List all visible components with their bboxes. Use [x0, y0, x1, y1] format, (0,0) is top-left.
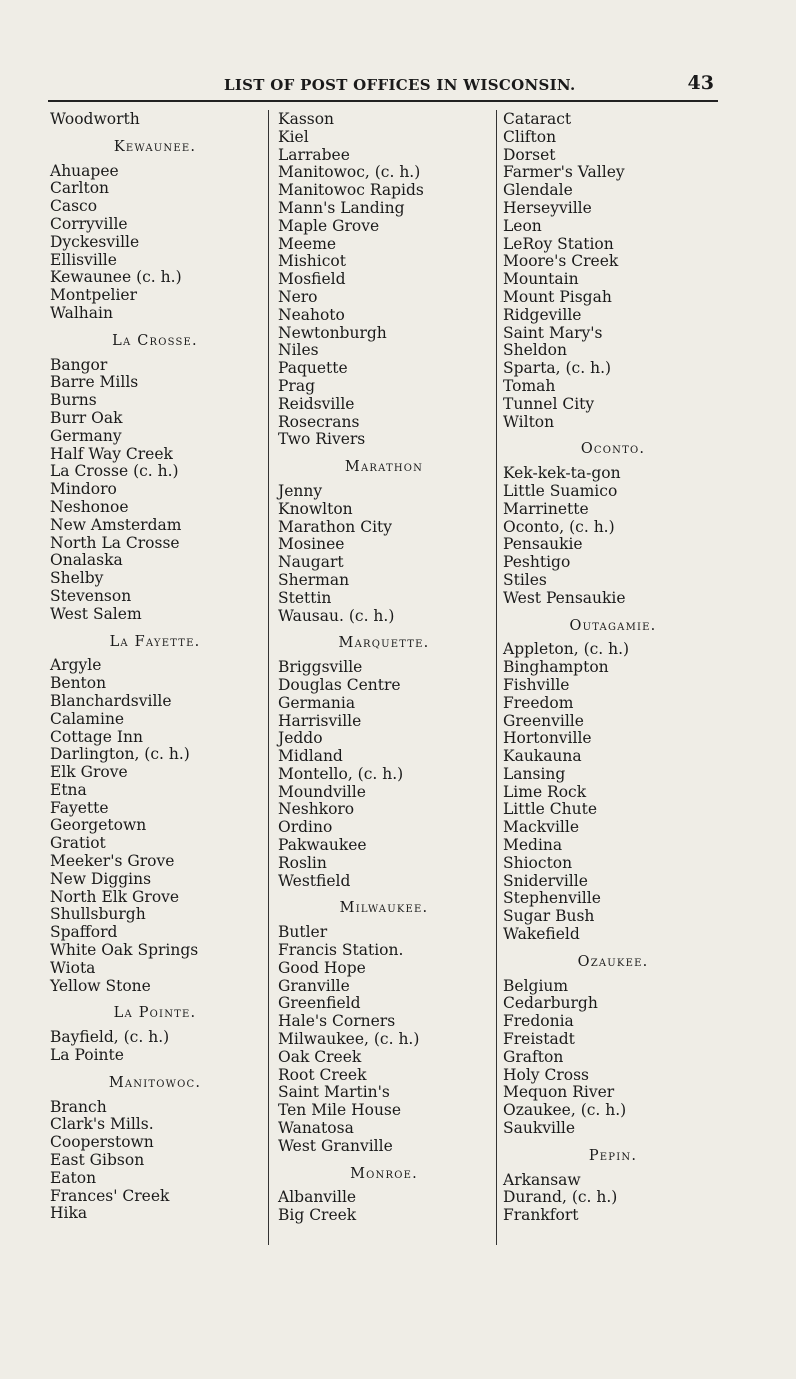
- post-office-entry: Hika: [50, 1204, 88, 1223]
- county-heading: Manitowoc.: [108, 1074, 202, 1091]
- post-office-entry: Medina: [503, 836, 563, 855]
- post-office-entry: Yellow Stone: [50, 976, 151, 995]
- post-office-entry: Ellisville: [50, 250, 117, 269]
- post-office-entry: Mosinee: [278, 535, 345, 554]
- post-office-entry: Barre Mills: [50, 373, 139, 392]
- post-office-entry: Woodworth: [50, 110, 140, 128]
- post-office-entry: Westfield: [278, 871, 351, 890]
- post-office-entry: Eaton: [50, 1168, 97, 1187]
- post-office-entry: Marrinette: [503, 499, 589, 518]
- post-office-entry: Sherman: [278, 570, 350, 589]
- post-office-entry: Argyle: [50, 656, 102, 675]
- post-office-entry: Georgetown: [50, 816, 147, 835]
- post-office-entry: Newtonburgh: [278, 323, 387, 342]
- post-office-entry: Sniderville: [503, 871, 588, 890]
- post-office-entry: Wiota: [50, 958, 96, 977]
- post-office-entry: Saukville: [503, 1119, 576, 1138]
- post-office-entry: Pakwaukee: [278, 836, 367, 855]
- post-office-entry: Mackville: [503, 818, 579, 837]
- page-number: 43: [687, 72, 714, 94]
- post-office-entry: Cottage Inn: [50, 727, 143, 746]
- post-office-entry: Wilton: [503, 412, 555, 431]
- post-office-entry: Sugar Bush: [503, 907, 595, 926]
- post-office-entry: Shullsburgh: [50, 905, 146, 924]
- post-office-entry: North La Crosse: [50, 533, 180, 552]
- post-office-entry: Stephenville: [503, 889, 601, 908]
- post-office-entry: Holy Cross: [503, 1065, 589, 1084]
- county-heading: Marquette.: [338, 635, 430, 652]
- post-office-entry: Hale's Corners: [278, 1012, 396, 1031]
- post-office-column-3: [503, 111, 723, 1225]
- post-office-entry: Darlington, (c. h.): [50, 745, 190, 764]
- post-office-entry: Granville: [278, 976, 350, 995]
- post-office-entry: Albanville: [278, 1188, 357, 1207]
- post-office-entry: Blanchardsville: [50, 691, 172, 710]
- post-office-entry: Moundville: [278, 782, 366, 801]
- post-office-entry: Cedarburgh: [503, 994, 598, 1013]
- post-office-entry: Milwaukee, (c. h.): [278, 1030, 420, 1049]
- county-heading: Kewaunee.: [113, 138, 197, 155]
- post-office-entry: Kasson: [278, 110, 335, 128]
- post-office-entry: Prag: [278, 376, 316, 395]
- post-office-entry: LeRoy Station: [503, 234, 614, 253]
- post-office-entry: Sheldon: [503, 341, 567, 360]
- post-office-entry: Half Way Creek: [50, 444, 173, 463]
- post-office-entry: Clifton: [503, 127, 557, 146]
- post-office-entry: Frances' Creek: [50, 1186, 170, 1205]
- post-office-entry: Binghampton: [503, 658, 609, 677]
- post-office-entry: Manitowoc Rapids: [278, 181, 424, 200]
- post-office-entry: Dorset: [503, 145, 556, 164]
- post-office-entry: Burns: [50, 391, 97, 410]
- post-office-entry: Oak Creek: [278, 1047, 362, 1066]
- post-office-entry: Clark's Mills.: [50, 1115, 154, 1134]
- post-office-entry: Shelby: [50, 569, 104, 588]
- running-title: LIST OF POST OFFICES IN WISCONSIN.: [224, 76, 576, 94]
- post-office-entry: New Amsterdam: [50, 515, 182, 534]
- post-office-entry: Montpelier: [50, 286, 138, 305]
- post-office-entry: Glendale: [503, 181, 573, 200]
- post-office-entry: West Pensaukie: [503, 588, 626, 607]
- post-office-entry: Walhain: [50, 303, 113, 322]
- post-office-entry: Freedom: [503, 693, 574, 712]
- post-office-entry: Jeddo: [278, 729, 323, 748]
- post-office-entry: Reidsville: [278, 394, 355, 413]
- post-office-entry: Stiles: [503, 570, 547, 589]
- post-office-entry: Shiocton: [503, 853, 573, 872]
- post-office-entry: Montello, (c. h.): [278, 764, 404, 783]
- post-office-entry: Neahoto: [278, 305, 345, 324]
- post-office-entry: Neshonoe: [50, 497, 129, 516]
- post-office-entry: Durand, (c. h.): [503, 1188, 618, 1207]
- post-office-entry: Herseyville: [503, 198, 592, 217]
- post-office-entry: Little Chute: [503, 800, 597, 819]
- post-office-entry: Niles: [278, 341, 319, 360]
- post-office-entry: Dyckesville: [50, 232, 140, 251]
- post-office-entry: Mountain: [503, 270, 579, 289]
- post-office-entry: Cooperstown: [50, 1133, 154, 1152]
- post-office-entry: Mindoro: [50, 480, 117, 499]
- post-office-entry: Fishville: [503, 675, 570, 694]
- post-office-entry: Marathon City: [278, 517, 393, 536]
- post-office-entry: Peshtigo: [503, 553, 571, 572]
- post-office-entry: Casco: [50, 197, 98, 216]
- post-office-entry: Leon: [503, 216, 542, 235]
- post-office-entry: Nero: [278, 287, 318, 306]
- county-heading: Oconto.: [580, 441, 646, 458]
- post-office-entry: West Granville: [278, 1136, 393, 1155]
- post-office-entry: Stevenson: [50, 586, 132, 605]
- county-heading: La Fayette.: [109, 633, 201, 650]
- post-office-entry: Appleton, (c. h.): [503, 640, 630, 659]
- post-office-entry: Midland: [278, 747, 343, 766]
- post-office-entry: Carlton: [50, 179, 110, 198]
- post-office-entry: Little Suamico: [503, 481, 618, 500]
- post-office-entry: Gratiot: [50, 834, 106, 853]
- post-office-entry: Bayfield, (c. h.): [50, 1028, 170, 1047]
- post-office-entry: Mosfield: [278, 270, 346, 289]
- post-office-entry: Briggsville: [278, 658, 363, 677]
- column-rule: [268, 110, 269, 1245]
- post-office-entry: Two Rivers: [278, 430, 366, 449]
- post-office-entry: Lime Rock: [503, 782, 587, 801]
- post-office-entry: Harrisville: [278, 711, 362, 730]
- post-office-entry: Neshkoro: [278, 800, 355, 819]
- post-office-entry: Mishicot: [278, 252, 346, 271]
- post-office-entry: Saint Mary's: [503, 323, 603, 342]
- post-office-entry: Germania: [278, 693, 356, 712]
- post-office-entry: Root Creek: [278, 1065, 367, 1084]
- post-office-entry: Elk Grove: [50, 763, 128, 782]
- post-office-entry: Cataract: [503, 110, 572, 128]
- post-office-entry: Ordino: [278, 818, 333, 837]
- post-office-entry: Mount Pisgah: [503, 287, 612, 306]
- post-office-entry: East Gibson: [50, 1151, 145, 1170]
- post-office-column-1: [50, 111, 260, 1223]
- post-office-entry: Mann's Landing: [278, 198, 405, 217]
- post-office-entry: Francis Station.: [278, 941, 404, 960]
- post-office-entry: Moore's Creek: [503, 252, 619, 271]
- post-office-entry: Burr Oak: [50, 408, 123, 427]
- post-office-entry: White Oak Springs: [50, 941, 199, 960]
- post-office-entry: Branch: [50, 1097, 107, 1116]
- page-header: [48, 72, 718, 102]
- post-office-entry: Fredonia: [503, 1012, 574, 1031]
- post-office-entry: Sparta, (c. h.): [503, 359, 612, 378]
- post-office-entry: New Diggins: [50, 869, 152, 888]
- county-heading: Milwaukee.: [339, 900, 429, 917]
- post-office-entry: Naugart: [278, 553, 344, 572]
- post-office-entry: North Elk Grove: [50, 887, 180, 906]
- post-office-entry: Roslin: [278, 853, 327, 872]
- post-office-entry: Knowlton: [278, 499, 353, 518]
- post-office-entry: Meeker's Grove: [50, 852, 175, 871]
- post-office-column-2: [278, 111, 490, 1225]
- post-office-entry: Pensaukie: [503, 535, 583, 554]
- county-heading: Outagamie.: [569, 617, 657, 634]
- post-office-entry: Saint Martin's: [278, 1083, 390, 1102]
- post-office-entry: Ahuapee: [50, 161, 119, 180]
- post-office-entry: Ozaukee, (c. h.): [503, 1101, 627, 1120]
- post-office-entry: Butler: [278, 923, 328, 942]
- post-office-entry: Freistadt: [503, 1030, 575, 1049]
- column-rule: [496, 110, 497, 1245]
- county-heading: Pepin.: [588, 1147, 638, 1164]
- post-office-entry: Wakefield: [503, 925, 580, 944]
- post-office-entry: Mequon River: [503, 1083, 615, 1102]
- post-office-entry: La Crosse (c. h.): [50, 462, 179, 481]
- county-heading: Marathon: [344, 459, 424, 476]
- post-office-entry: Wanatosa: [278, 1119, 354, 1138]
- post-office-entry: Onalaska: [50, 551, 123, 570]
- post-office-entry: Bangor: [50, 355, 108, 374]
- post-office-entry: Calamine: [50, 709, 125, 728]
- post-office-entry: Jenny: [278, 481, 323, 500]
- post-office-entry: Spafford: [50, 923, 118, 942]
- post-office-entry: Larrabee: [278, 145, 350, 164]
- post-office-entry: Oconto, (c. h.): [503, 517, 615, 536]
- county-heading: Monroe.: [350, 1165, 418, 1182]
- post-office-entry: Maple Grove: [278, 216, 380, 235]
- post-office-entry: Big Creek: [278, 1206, 357, 1225]
- post-office-entry: Corryville: [50, 214, 128, 233]
- post-office-entry: Ten Mile House: [278, 1101, 402, 1120]
- post-office-entry: Ridgeville: [503, 305, 582, 324]
- post-office-entry: Manitowoc, (c. h.): [278, 163, 421, 182]
- post-office-entry: Kewaunee (c. h.): [50, 268, 182, 287]
- post-office-entry: Paquette: [278, 359, 348, 378]
- post-office-entry: Tomah: [503, 376, 556, 395]
- post-office-entry: Grafton: [503, 1047, 564, 1066]
- post-office-entry: Hortonville: [503, 729, 592, 748]
- county-heading: La Pointe.: [113, 1005, 197, 1022]
- county-heading: La Crosse.: [112, 332, 198, 349]
- post-office-entry: Benton: [50, 674, 107, 693]
- county-heading: Ozaukee.: [577, 953, 649, 970]
- post-office-entry: La Pointe: [50, 1046, 124, 1065]
- post-office-entry: Good Hope: [278, 958, 366, 977]
- post-office-entry: Greenfield: [278, 994, 361, 1013]
- post-office-entry: Kaukauna: [503, 747, 582, 766]
- post-office-entry: Fayette: [50, 798, 109, 817]
- post-office-entry: Wausau. (c. h.): [278, 606, 395, 625]
- post-office-entry: Arkansaw: [503, 1170, 581, 1189]
- post-office-entry: Stettin: [278, 588, 332, 607]
- post-office-entry: Frankfort: [503, 1206, 579, 1225]
- post-office-entry: Belgium: [503, 976, 569, 995]
- post-office-entry: Lansing: [503, 764, 566, 783]
- post-office-entry: Greenville: [503, 711, 584, 730]
- post-office-entry: Meeme: [278, 234, 337, 253]
- post-office-entry: Germany: [50, 426, 122, 445]
- post-office-entry: Etna: [50, 780, 87, 799]
- post-office-entry: Rosecrans: [278, 412, 360, 431]
- post-office-entry: Farmer's Valley: [503, 163, 625, 182]
- post-office-entry: Kek-kek-ta-gon: [503, 464, 621, 483]
- post-office-entry: Kiel: [278, 127, 309, 146]
- post-office-entry: West Salem: [50, 604, 142, 623]
- post-office-entry: Douglas Centre: [278, 675, 401, 694]
- post-office-entry: Tunnel City: [503, 394, 595, 413]
